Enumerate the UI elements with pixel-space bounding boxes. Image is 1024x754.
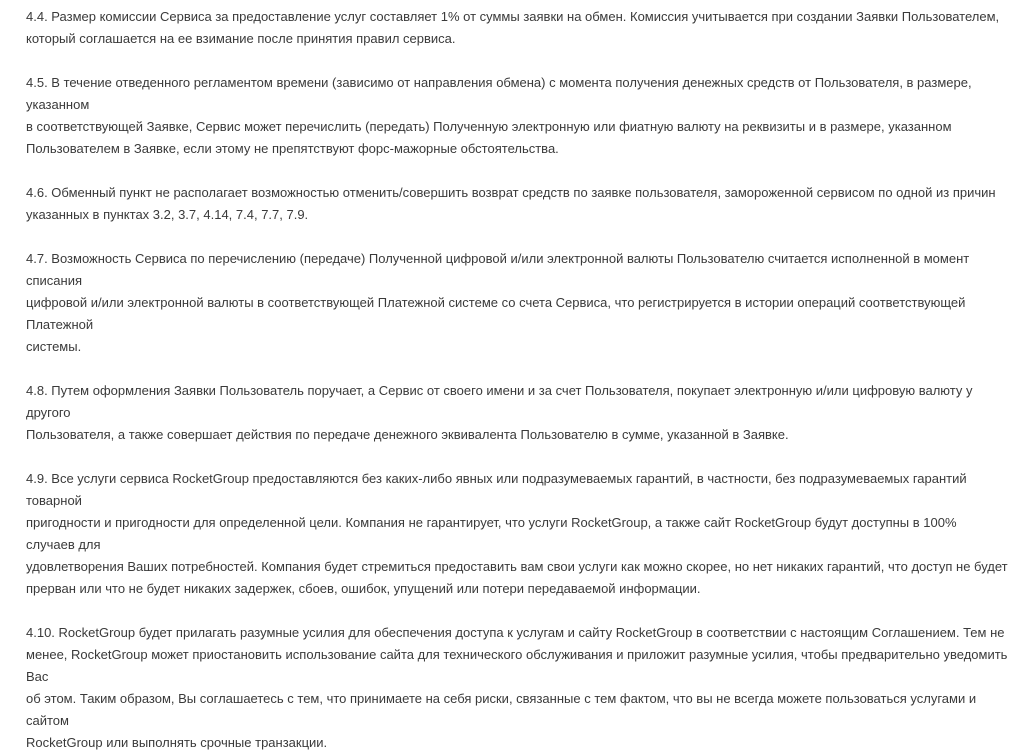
text-line: 4.7. Возможность Сервиса по перечислению (передаче) Полученной цифровой и/или электронной валюты Пользователю считается исполненной в момент списания [26,251,970,288]
text-line: в соответствующей Заявке, Сервис может перечислить (передать) Полученную электронную или фиатную валюту на реквизиты и в размере, указанном [26,119,952,134]
text-line: 4.5. В течение отведенного регламентом времени (зависимо от направления обмена) с момента получения денежных средств от Пользователя, в размере, указанном [26,75,972,112]
text-line: удовлетворения Ваших потребностей. Компания будет стремиться предоставить вам свои услуги как можно скорее, но нет никаких гарантий, что доступ не будет [26,559,1008,574]
clause-4-6 [26,182,1008,226]
text-line: цифровой и/или электронной валюты в соответствующей Платежной системе со счета Сервиса, что регистрируется в истории операций соответствующей Платежной [26,295,966,332]
clause-4-7 [26,248,1008,358]
text-line: пригодности и пригодности для определенной цели. Компания не гарантирует, что услуги RocketGroup, а также сайт RocketGroup будут доступны в 100% случаев для [26,515,957,552]
clause-4-10 [26,622,1008,754]
text-line: 4.10. RocketGroup будет прилагать разумные усилия для обеспечения доступа к услугам и сайту RocketGroup в соответствии с настоящим Соглашением. Тем не [26,625,1005,640]
clause-4-9 [26,468,1008,600]
text-line: Пользователя, а также совершает действия по передаче денежного эквивалента Пользователю в сумме, указанной в Заявке. [26,427,789,442]
clause-4-8 [26,380,1008,446]
text-line: 4.6. Обменный пункт не располагает возможностью отменить/совершить возврат средств по заявке пользователя, замороженной сервисом по одной из причин [26,185,996,200]
text-line: который соглашается на ее взимание после принятия правил сервиса. [26,31,456,46]
text-line: менее, RocketGroup может приостановить использование сайта для технического обслуживания и приложит разумные усилия, чтобы предварительно уведомить Вас [26,647,1008,684]
text-line: 4.9. Все услуги сервиса RocketGroup предоставляются без каких-либо явных или подразумеваемых гарантий, в частности, без подразумеваемых гарантий товарной [26,471,967,508]
text-line: 4.4. Размер комиссии Сервиса за предоставление услуг составляет 1% от суммы заявки на обмен. Комиссия учитывается при создании Заявки Пользователем, [26,9,1000,24]
clause-4-5 [26,72,1008,160]
text-line: прерван или что не будет никаких задержек, сбоев, ошибок, упущений или потери передаваемой информации. [26,581,701,596]
text-line: 4.8. Путем оформления Заявки Пользователь поручает, а Сервис от своего имени и за счет Пользователя, покупает электронную и/или цифровую валюту у другого [26,383,973,420]
text-line: RocketGroup или выполнять срочные транзакции. [26,735,328,750]
text-line: об этом. Таким образом, Вы соглашаетесь с тем, что принимаете на себя риски, связанные с тем фактом, что вы не всегда можете пользоваться услугами и сайтом [26,691,977,728]
text-line: системы. [26,339,82,354]
text-line: указанных в пунктах 3.2, 3.7, 4.14, 7.4, 7.7, 7.9. [26,207,309,222]
clause-4-4 [26,6,1008,50]
text-line: Пользователем в Заявке, если этому не препятствуют форс-мажорные обстоятельства. [26,141,559,156]
